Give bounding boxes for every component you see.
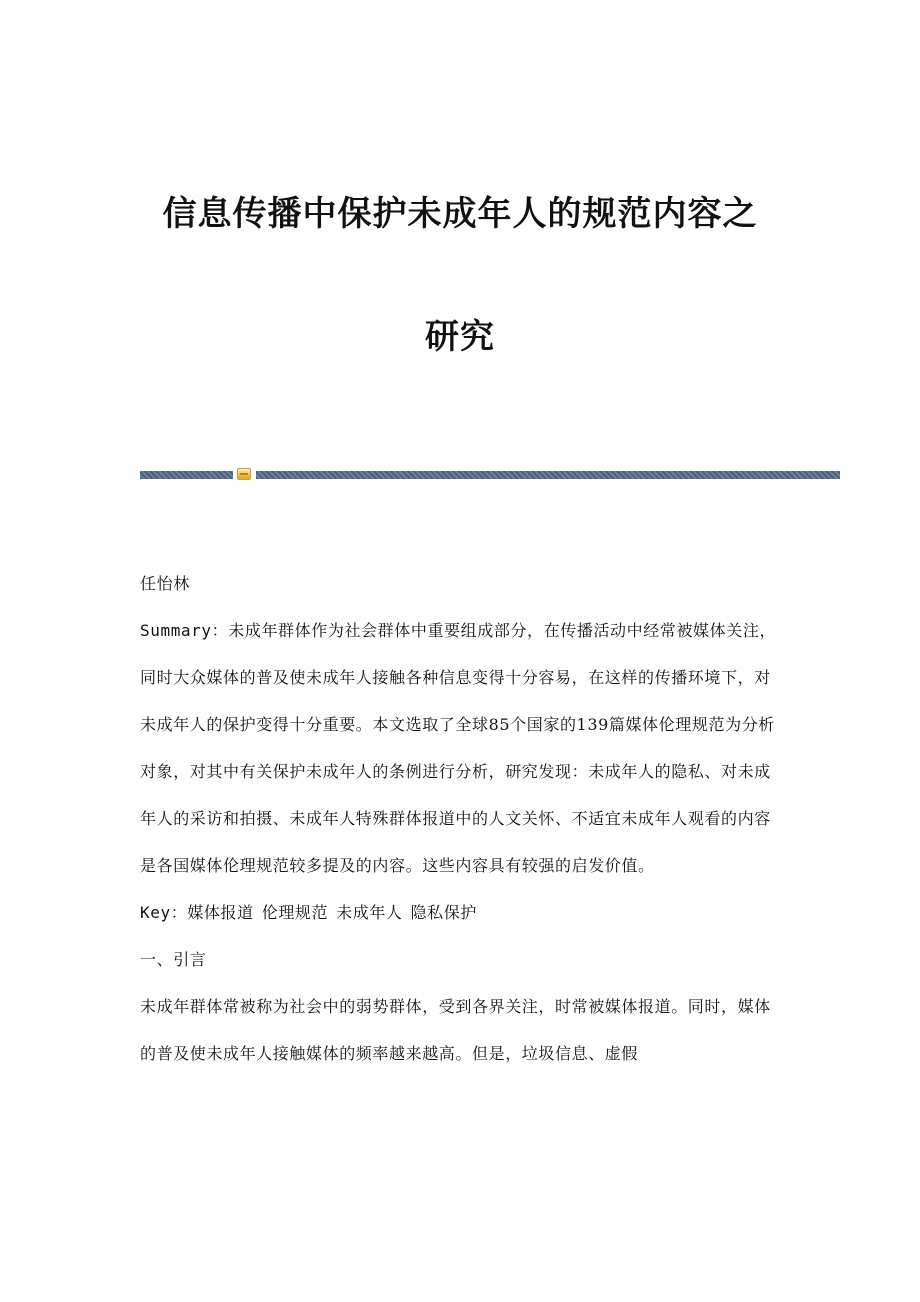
document-body	[140, 560, 780, 1077]
divider-bar-left	[140, 471, 233, 479]
keyword-item: 伦理规范	[261, 903, 329, 922]
summary-text: ：未成年群体作为社会群体中重要组成部分，在传播活动中经常被媒体关注，同时大众媒体的普及使未成年人接触各种信息变得十分容易，在这样的传播环境下，对未成年人的保护变得十分重要。本文选取了全球85个国家的139篇媒体伦理规范为分析对象，对其中有关保护未成年人的条例进行分析，研究发现：未成年人的隐私、对未成年人的采访和拍摄、未成年人特殊群体报道中的人文关怀、不适宜未成年人观看的内容是各国媒体伦理规范较多提及的内容。这些内容具有较强的启发价值。	[140, 621, 777, 875]
keywords-line	[140, 889, 780, 936]
divider-ornament-icon	[237, 468, 251, 480]
summary-paragraph	[140, 607, 780, 889]
divider-bar-right	[256, 471, 840, 479]
keyword-item: 隐私保护	[410, 903, 477, 922]
author-name: 任怡林	[140, 574, 190, 593]
keywords-separator: ：	[170, 903, 188, 922]
page-title-line-1: 信息传播中保护未成年人的规范内容之	[162, 194, 758, 234]
page-title-line-2: 研究	[425, 317, 495, 357]
decorative-divider	[140, 471, 840, 481]
section-heading: 一、引言	[140, 950, 207, 969]
keywords-label: Key	[140, 903, 171, 922]
keyword-item: 媒体报道	[187, 903, 254, 922]
keyword-item: 未成年人	[336, 903, 403, 922]
summary-label: Summary	[140, 621, 212, 640]
intro-paragraph: 未成年群体常被称为社会中的弱势群体，受到各界关注，时常被媒体报道。同时，媒体的普及使未成年人接触媒体的频率越来越高。但是，垃圾信息、虚假	[140, 997, 771, 1063]
